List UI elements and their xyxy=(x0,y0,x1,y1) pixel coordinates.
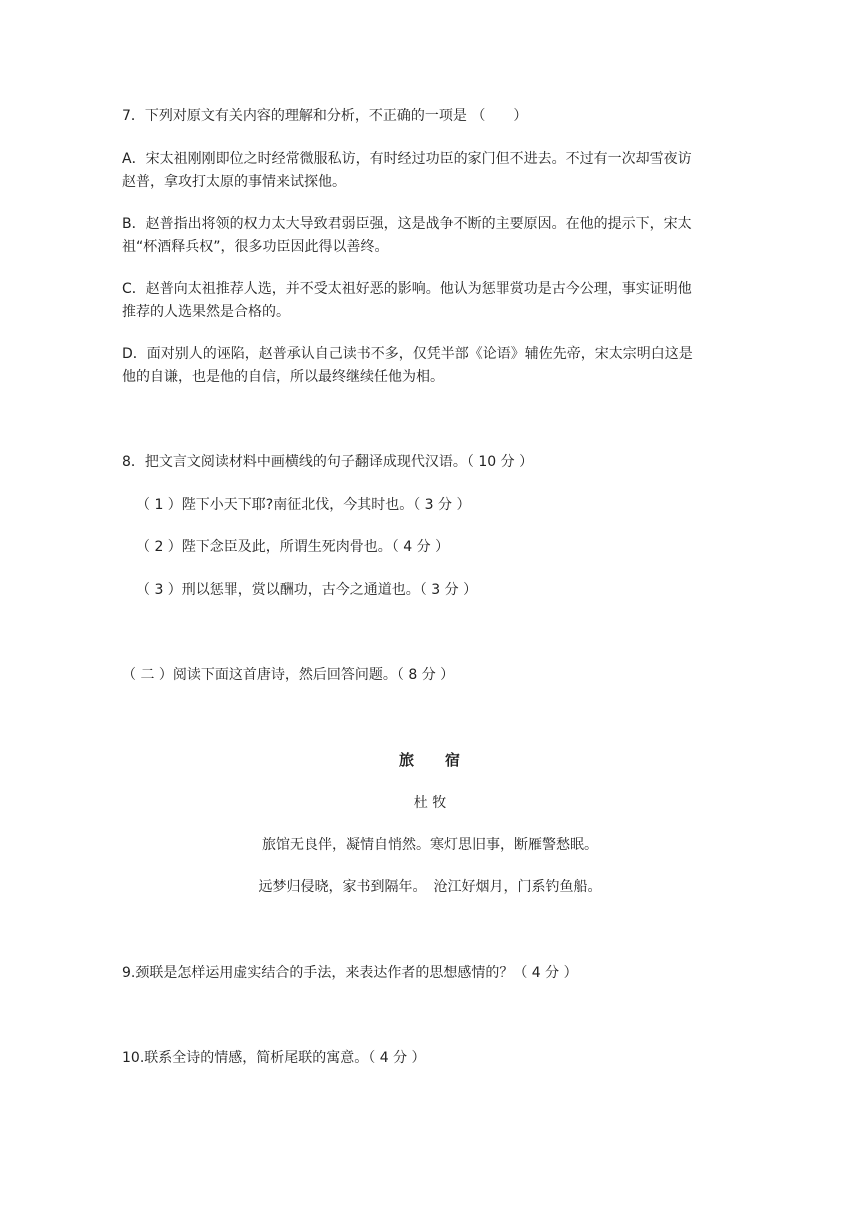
question-8-item-2: （ 2 ）陛下念臣及此，所谓生死肉骨也。（ 4 分 ） xyxy=(136,539,450,555)
question-8-item-3: （ 3 ）刑以惩罪，赏以酬功，古今之通道也。（ 3 分 ） xyxy=(136,582,478,598)
section-2-heading: （ 二 ）阅读下面这首唐诗，然后回答问题。（ 8 分 ） xyxy=(122,667,455,683)
question-7-option-c-line2: 推荐的人选果然是合格的。 xyxy=(122,304,290,320)
poem-title-char-1: 旅 xyxy=(398,751,415,769)
question-8-item-1: （ 1 ）陛下小天下耶?南征北伐，今其时也。（ 3 分 ） xyxy=(136,497,471,513)
poem-line-2: 远梦归侵晓，家书到隔年。 沧江好烟月，门系钓鱼船。 xyxy=(258,879,602,895)
poem-title xyxy=(0,748,860,772)
question-7-option-a-line2: 赵普，拿攻打太原的事情来试探他。 xyxy=(122,174,346,190)
question-7-option-c-line1: C．赵普向太祖推荐人选，并不受太祖好恶的影响。他认为惩罪赏功是古今公理，事实证明他 xyxy=(122,281,692,297)
poem-author: 杜 牧 xyxy=(413,795,447,811)
question-7-stem: 7．下列对原文有关内容的理解和分析，不正确的一项是 （ ） xyxy=(122,108,528,124)
question-8-stem: 8．把文言文阅读材料中画横线的句子翻译成现代汉语。（ 10 分 ） xyxy=(122,454,534,470)
question-7-option-b-line1: B．赵普指出将领的权力太大导致君弱臣强，这是战争不断的主要原因。在他的提示下，宋太 xyxy=(122,216,692,232)
question-7-option-a-line1: A．宋太祖刚刚即位之时经常微服私访，有时经过功臣的家门但不进去。不过有一次却雪夜访 xyxy=(122,151,692,167)
question-9-stem: 9.颈联是怎样运用虚实结合的手法，来表达作者的思想感情的？（ 4 分 ） xyxy=(122,965,578,981)
question-7-option-b-line2: 祖“杯酒释兵权”，很多功臣因此得以善终。 xyxy=(122,239,389,255)
question-10-stem: 10.联系全诗的情感，简析尾联的寓意。（ 4 分 ） xyxy=(122,1050,426,1066)
poem-title-char-2: 宿 xyxy=(445,751,462,769)
question-7-option-d-line2: 他的自谦，也是他的自信，所以最终继续任他为相。 xyxy=(122,369,444,385)
question-7-option-d-line1: D．面对别人的诬陷，赵普承认自己读书不多，仅凭半部《论语》辅佐先帝，宋太宗明白这是 xyxy=(122,346,693,362)
poem-line-1: 旅馆无良伴，凝情自悄然。寒灯思旧事，断雁警愁眠。 xyxy=(262,837,598,853)
